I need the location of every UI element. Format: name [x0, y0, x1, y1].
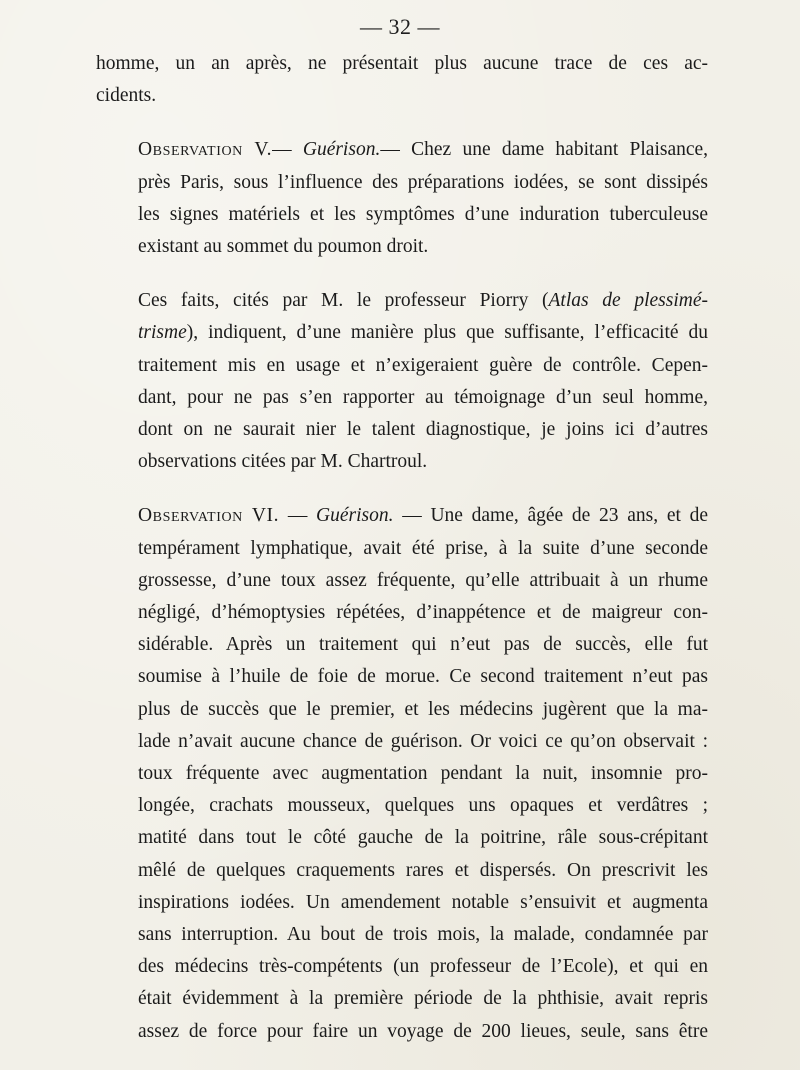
body-text [96, 48, 708, 1048]
text-line: soumise à l’huile de foie de morue. Ce second traitement n’eut pas [138, 666, 708, 688]
text-fragment: Chez une dame habitant Plaisance, [411, 139, 709, 161]
text-line [96, 317, 708, 349]
text-line: tempérament lymphatique, avait été prise, à la suite d’une seconde [138, 537, 708, 559]
text-fragment: ), indiquent, d’une manière plus que suffisante, l’efficacité du [186, 322, 708, 344]
text-line: longée, crachats mousseux, quelques uns opaques et verdâtres ; [138, 795, 708, 817]
dash: — [402, 505, 422, 527]
text-line [96, 134, 708, 166]
observation-outcome: Guérison. [316, 505, 394, 527]
text-line: homme, un an après, ne présentait plus aucune trace de ces ac- [96, 53, 708, 74]
text-fragment: Une dame, âgée de 23 ans, et de [430, 505, 709, 527]
book-title: Atlas de plessimé- [548, 290, 708, 312]
text-line: négligé, d’hémoptysies répétées, d’inappétence et de maigreur con- [138, 602, 708, 624]
observation-heading: Observation VI. [138, 505, 280, 527]
text-line: plus de succès que le premier, et les médecins jugèrent que la ma- [138, 698, 708, 720]
text-line: des médecins très-compétents (un professeur de l’Ecole), et qui en [138, 956, 708, 978]
text-line: près Paris, sous l’influence des préparations iodées, se sont dissipés [138, 171, 708, 193]
text-line: existant au sommet du poumon droit. [138, 236, 429, 258]
text-line: sans interruption. Au bout de trois mois, la malade, condamnée par [138, 924, 708, 946]
dash: — [287, 505, 308, 527]
text-line [96, 500, 708, 532]
text-line: matité dans tout le côté gauche de la poitrine, râle sous-crépitant [138, 827, 708, 849]
text-fragment: Ces faits, cités par M. le professeur Piorry ( [138, 290, 549, 312]
dash: — [272, 139, 292, 161]
text-line: inspirations iodées. Un amendement notable s’ensuivit et augmenta [138, 891, 708, 913]
paragraph-1 [96, 48, 708, 112]
text-line: traitement mis en usage et n’exigeraient guère de contrôle. Cepen- [138, 354, 708, 376]
observation-outcome: Guérison. [302, 139, 381, 161]
text-line: dont on ne saurait nier le talent diagnostique, je joins ici d’autres [138, 419, 708, 441]
text-line: était évidemment à la première période de la phthisie, avait repris [138, 988, 708, 1010]
text-line [96, 285, 708, 317]
text-line: les signes matériels et les symptômes d’une induration tuberculeuse [138, 203, 708, 225]
text-line: sidérable. Après un traitement qui n’eut pas de succès, elle fut [138, 634, 708, 656]
text-line: lade n’avait aucune chance de guérison. Or voici ce qu’on observait : [138, 730, 708, 752]
text-line: mêlé de quelques craquements rares et dispersés. On prescrivit les [138, 859, 708, 881]
text-line: dant, pour ne pas s’en rapporter au témoignage d’un seul homme, [138, 386, 708, 408]
paragraph-observation-5 [96, 134, 708, 263]
page-number: — 32 — [360, 14, 440, 39]
text-line: grossesse, d’une toux assez fréquente, qu’elle attribuait à un rhume [138, 569, 708, 591]
dash: — [380, 139, 400, 161]
text-line: toux fréquente avec augmentation pendant la nuit, insomnie pro- [138, 763, 708, 785]
paragraph-3 [96, 285, 708, 478]
observation-heading: Observation V. [138, 139, 273, 161]
text-line: observations citées par M. Chartroul. [138, 451, 428, 473]
paragraph-observation-6 [96, 500, 708, 1047]
text-line: cidents. [96, 85, 157, 107]
book-title-cont: trisme [138, 322, 187, 344]
text-line: assez de force pour faire un voyage de 200 lieues, seule, sans être [138, 1020, 708, 1042]
